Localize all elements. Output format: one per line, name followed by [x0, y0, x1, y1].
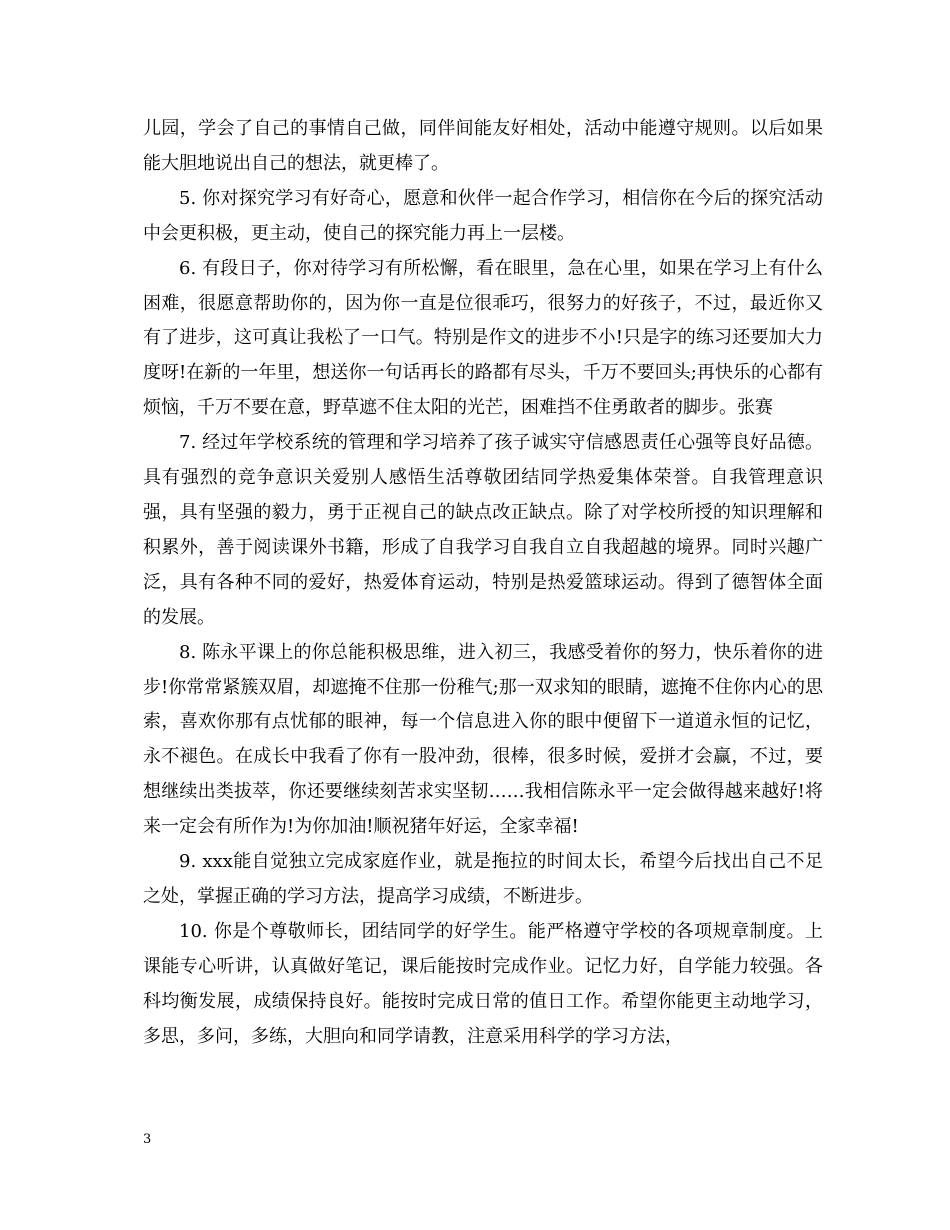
document-body — [143, 112, 823, 1054]
paragraph-item-7: 7. 经过年学校系统的管理和学习培养了孩子诚实守信感恩责任心强等良好品德。具有强烈的竞争意识关爱别人感悟生活尊敬团结同学热爱集体荣誉。自我管理意识强，具有坚强的毅力，勇于正视自己的缺点改正缺点。除了对学校所授的知识理解和积累外，善于阅读课外书籍，形成了自我学习自我自立自我超越的境界。同时兴趣广泛，具有各种不同的爱好，热爱体育运动，特别是热爱篮球运动。得到了德智体全面的发展。 — [143, 432, 823, 628]
paragraph-item-9: 9. xxx能自觉独立完成家庭作业，就是拖拉的时间太长，希望今后找出自己不足之处，掌握正确的学习方法，提高学习成绩，不断进步。 — [143, 851, 823, 907]
paragraph-item-10: 10. 你是个尊敬师长，团结同学的好学生。能严格遵守学校的各项规章制度。上课能专心听讲，认真做好笔记，课后能按时完成作业。记忆力好，自学能力较强。各科均衡发展，成绩保持良好。能按时完成日常的值日工作。希望你能更主动地学习，多思，多问，多练，大胆向和同学请教，注意采用科学的学习方法， — [143, 920, 823, 1047]
page-number: 3 — [143, 1132, 152, 1147]
paragraph-item-8: 8. 陈永平课上的你总能积极思维，进入初三，我感受着你的努力，快乐着你的进步!你常常紧簇双眉，却遮掩不住那一份稚气;那一双求知的眼睛，遮掩不住你内心的思索，喜欢你那有点忧郁的眼神，每一个信息进入你的眼中便留下一道道永恒的记忆，永不褪色。在成长中我看了你有一股冲劲，很棒，很多时候，爱拼才会赢，不过，要想继续出类拔萃，你还要继续刻苦求实坚韧……我相信陈永平一定会做得越来越好!将来一定会有所作为!为你加油!顺祝猪年好运，全家幸福! — [143, 641, 823, 838]
paragraph-item-5: 5. 你对探究学习有好奇心，愿意和伙伴一起合作学习，相信你在今后的探究活动中会更积极，更主动，使自己的探究能力再上一层楼。 — [143, 187, 823, 244]
paragraph-item-6: 6. 有段日子，你对待学习有所松懈，看在眼里，急在心里，如果在学习上有什么困难，很愿意帮助你的，因为你一直是位很乖巧，很努力的好孩子，不过，最近你又有了进步，这可真让我松了一口气。特别是作文的进步不小!只是字的练习还要加大力度呀!在新的一年里，想送你一句话再长的路都有尽头，千万不要回头;再快乐的心都有烦恼，千万不要在意，野草遮不住太阳的光芒，困难挡不住勇敢者的脚步。张赛 — [143, 257, 823, 419]
paragraph-continuation: 儿园，学会了自己的事情自己做，同伴间能友好相处，活动中能遵守规则。以后如果能大胆地说出自己的想法，就更棒了。 — [143, 118, 823, 174]
